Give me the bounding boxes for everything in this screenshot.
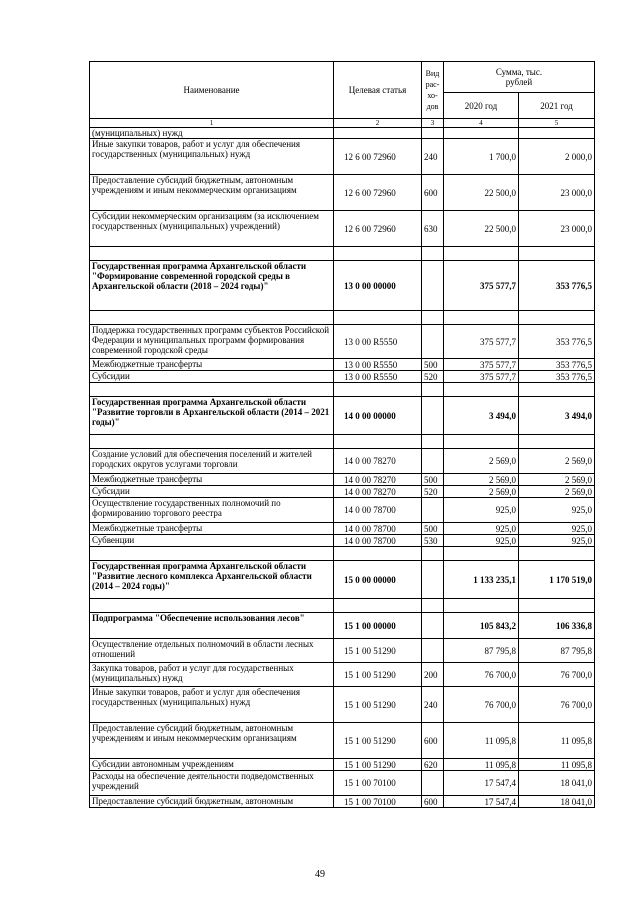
row-name: Осуществление отдельных полномочий в области лесных отношений <box>90 639 334 663</box>
row-amount-2020: 2 569,0 <box>444 474 519 486</box>
row-expense-kind <box>422 771 444 796</box>
header-2020: 2020 год <box>444 93 519 119</box>
row-expense-kind <box>422 547 444 561</box>
row-target-code: 15 1 00 00000 <box>334 613 422 639</box>
row-expense-kind: 520 <box>422 486 444 498</box>
row-amount-2021: 76 700,0 <box>519 687 595 723</box>
row-amount-2021 <box>519 128 595 139</box>
table-row <box>90 599 595 613</box>
row-target-code: 12 6 00 72960 <box>334 139 422 175</box>
row-amount-2020: 1 700,0 <box>444 139 519 175</box>
row-expense-kind <box>422 599 444 613</box>
row-name: Закупка товаров, работ и услуг для государственных (муниципальных) нужд <box>90 663 334 687</box>
table-row <box>90 311 595 325</box>
row-target-code: 15 1 00 51290 <box>334 759 422 771</box>
row-target-code <box>334 599 422 613</box>
row-amount-2020: 11 095,8 <box>444 723 519 759</box>
row-expense-kind: 530 <box>422 535 444 547</box>
row-amount-2020 <box>444 247 519 261</box>
row-expense-kind <box>422 449 444 474</box>
header-sum: Сумма, тыс. рублей <box>444 62 595 93</box>
row-name: Субсидии некоммерческим организациям (за исключением государственных (муниципальных) учреждений) <box>90 211 334 247</box>
row-target-code: 15 1 00 51290 <box>334 663 422 687</box>
row-amount-2020: 375 577,7 <box>444 371 519 383</box>
row-expense-kind <box>422 613 444 639</box>
row-amount-2021: 18 041,0 <box>519 796 595 808</box>
table-row <box>90 547 595 561</box>
row-amount-2021: 2 569,0 <box>519 474 595 486</box>
header-2021: 2021 год <box>519 93 595 119</box>
table-row <box>90 759 595 771</box>
row-name: Предоставление субсидий бюджетным, автономным <box>90 796 334 808</box>
row-target-code: 13 0 00 R5550 <box>334 359 422 371</box>
row-target-code: 12 6 00 72960 <box>334 175 422 211</box>
table-row <box>90 498 595 523</box>
row-name <box>90 435 334 449</box>
table-row <box>90 723 595 759</box>
table-row <box>90 523 595 535</box>
row-amount-2020: 105 843,2 <box>444 613 519 639</box>
row-name: Субсидии <box>90 486 334 498</box>
table-row <box>90 435 595 449</box>
row-name: Подпрограмма "Обеспечение использования лесов" <box>90 613 334 639</box>
row-name: Поддержка государственных программ субъектов Российской Федерации и муниципальных программ формирования современной городской среды <box>90 325 334 359</box>
row-name: Субвенции <box>90 535 334 547</box>
row-target-code: 15 0 00 00000 <box>334 561 422 599</box>
table-row <box>90 474 595 486</box>
row-amount-2021: 353 776,5 <box>519 325 595 359</box>
table-row <box>90 247 595 261</box>
row-amount-2021: 11 095,8 <box>519 723 595 759</box>
row-amount-2021: 76 700,0 <box>519 663 595 687</box>
row-amount-2020 <box>444 128 519 139</box>
row-name <box>90 547 334 561</box>
row-amount-2020: 2 569,0 <box>444 449 519 474</box>
row-expense-kind: 600 <box>422 723 444 759</box>
row-amount-2021: 2 569,0 <box>519 449 595 474</box>
row-amount-2020: 3 494,0 <box>444 397 519 435</box>
row-amount-2020: 76 700,0 <box>444 663 519 687</box>
row-amount-2020: 76 700,0 <box>444 687 519 723</box>
row-name: Создание условий для обеспечения поселений и жителей городских округов услугами торговли <box>90 449 334 474</box>
header-num-1: 1 <box>90 119 334 128</box>
row-name: Государственная программа Архангельской области "Развитие лесного комплекса Архангельской области (2014 – 2024 годы)" <box>90 561 334 599</box>
table-row <box>90 211 595 247</box>
row-name <box>90 311 334 325</box>
row-expense-kind: 630 <box>422 211 444 247</box>
header-num-2: 2 <box>334 119 422 128</box>
row-target-code: 15 1 00 70100 <box>334 771 422 796</box>
row-amount-2020: 375 577,7 <box>444 325 519 359</box>
row-amount-2020: 1 133 235,1 <box>444 561 519 599</box>
row-amount-2020: 17 547,4 <box>444 796 519 808</box>
header-name: Наименование <box>90 62 334 119</box>
row-name <box>90 247 334 261</box>
table-row <box>90 359 595 371</box>
row-amount-2020: 925,0 <box>444 498 519 523</box>
row-amount-2021: 353 776,5 <box>519 359 595 371</box>
row-name: Предоставление субсидий бюджетным, автономным учреждениям и иным некоммерческим организациям <box>90 723 334 759</box>
row-name: Межбюджетные трансферты <box>90 523 334 535</box>
row-expense-kind: 600 <box>422 175 444 211</box>
row-expense-kind: 240 <box>422 139 444 175</box>
row-target-code: 15 1 00 51290 <box>334 639 422 663</box>
row-amount-2020: 375 577,7 <box>444 359 519 371</box>
row-amount-2021: 18 041,0 <box>519 771 595 796</box>
row-expense-kind <box>422 247 444 261</box>
row-expense-kind: 500 <box>422 359 444 371</box>
row-amount-2021 <box>519 383 595 397</box>
row-amount-2020 <box>444 547 519 561</box>
row-amount-2021 <box>519 547 595 561</box>
row-expense-kind: 500 <box>422 523 444 535</box>
row-target-code: 14 0 00 78700 <box>334 523 422 535</box>
table-row <box>90 175 595 211</box>
row-target-code: 15 1 00 51290 <box>334 723 422 759</box>
row-target-code <box>334 383 422 397</box>
row-amount-2021: 925,0 <box>519 535 595 547</box>
row-amount-2021: 925,0 <box>519 523 595 535</box>
row-expense-kind <box>422 561 444 599</box>
row-target-code: 14 0 00 78700 <box>334 535 422 547</box>
row-amount-2020: 925,0 <box>444 535 519 547</box>
row-amount-2021: 2 569,0 <box>519 486 595 498</box>
row-name: Иные закупки товаров, работ и услуг для обеспечения государственных (муниципальных) нужд <box>90 139 334 175</box>
row-amount-2021: 23 000,0 <box>519 211 595 247</box>
row-amount-2021: 353 776,5 <box>519 371 595 383</box>
table-row <box>90 383 595 397</box>
header-kind: Вид рас-хо-дов <box>422 62 444 119</box>
row-amount-2020 <box>444 383 519 397</box>
table-row <box>90 613 595 639</box>
row-name: Межбюджетные трансферты <box>90 359 334 371</box>
table-row <box>90 561 595 599</box>
row-amount-2021 <box>519 311 595 325</box>
row-expense-kind: 620 <box>422 759 444 771</box>
row-target-code: 15 1 00 70100 <box>334 796 422 808</box>
row-expense-kind: 520 <box>422 371 444 383</box>
row-target-code: 13 0 00 R5550 <box>334 325 422 359</box>
row-expense-kind: 600 <box>422 796 444 808</box>
row-name: (муниципальных) нужд <box>90 128 334 139</box>
row-name: Субсидии автономным учреждениям <box>90 759 334 771</box>
table-row <box>90 261 595 311</box>
row-expense-kind <box>422 435 444 449</box>
row-name <box>90 599 334 613</box>
row-expense-kind <box>422 128 444 139</box>
row-name: Межбюджетные трансферты <box>90 474 334 486</box>
row-amount-2021: 925,0 <box>519 498 595 523</box>
row-amount-2021: 353 776,5 <box>519 261 595 311</box>
row-amount-2021 <box>519 247 595 261</box>
row-target-code <box>334 311 422 325</box>
table-row <box>90 128 595 139</box>
row-amount-2021: 106 336,8 <box>519 613 595 639</box>
row-target-code <box>334 435 422 449</box>
table-row <box>90 796 595 808</box>
header-code: Целевая статья <box>334 62 422 119</box>
row-target-code: 13 0 00 R5550 <box>334 371 422 383</box>
row-target-code: 13 0 00 00000 <box>334 261 422 311</box>
row-target-code: 14 0 00 78270 <box>334 486 422 498</box>
row-amount-2021: 87 795,8 <box>519 639 595 663</box>
table-row <box>90 687 595 723</box>
row-amount-2021: 3 494,0 <box>519 397 595 435</box>
table-row <box>90 139 595 175</box>
row-target-code <box>334 128 422 139</box>
header-num-5: 5 <box>519 119 595 128</box>
row-expense-kind <box>422 498 444 523</box>
row-amount-2020 <box>444 599 519 613</box>
row-target-code <box>334 247 422 261</box>
row-expense-kind: 200 <box>422 663 444 687</box>
table-row <box>90 663 595 687</box>
budget-table <box>89 61 595 808</box>
row-amount-2020: 17 547,4 <box>444 771 519 796</box>
row-expense-kind <box>422 397 444 435</box>
row-amount-2021: 1 170 519,0 <box>519 561 595 599</box>
row-target-code: 14 0 00 78700 <box>334 498 422 523</box>
row-name: Осуществление государственных полномочий по формированию торгового реестра <box>90 498 334 523</box>
header-num-3: 3 <box>422 119 444 128</box>
table-row <box>90 397 595 435</box>
row-target-code: 14 0 00 78270 <box>334 449 422 474</box>
row-name: Государственная программа Архангельской области "Развитие торговли в Архангельской области (2014 – 2021 годы)" <box>90 397 334 435</box>
row-expense-kind <box>422 311 444 325</box>
row-name: Государственная программа Архангельской области "Формирование современной городской среды в Архангельской области (2018 – 2024 годы)" <box>90 261 334 311</box>
table-row <box>90 449 595 474</box>
row-amount-2020: 2 569,0 <box>444 486 519 498</box>
row-target-code: 15 1 00 51290 <box>334 687 422 723</box>
row-amount-2020: 22 500,0 <box>444 175 519 211</box>
row-name: Иные закупки товаров, работ и услуг для обеспечения государственных (муниципальных) нужд <box>90 687 334 723</box>
row-name: Расходы на обеспечение деятельности подведомственных учреждений <box>90 771 334 796</box>
header-num-4: 4 <box>444 119 519 128</box>
page-number: 49 <box>315 869 325 880</box>
row-amount-2021: 11 095,8 <box>519 759 595 771</box>
row-name: Предоставление субсидий бюджетным, автономным учреждениям и иным некоммерческим организациям <box>90 175 334 211</box>
row-amount-2020: 87 795,8 <box>444 639 519 663</box>
row-amount-2020: 375 577,7 <box>444 261 519 311</box>
table-row <box>90 771 595 796</box>
table-row <box>90 371 595 383</box>
row-amount-2020 <box>444 435 519 449</box>
row-expense-kind <box>422 383 444 397</box>
row-amount-2021 <box>519 435 595 449</box>
row-expense-kind: 240 <box>422 687 444 723</box>
row-target-code: 14 0 00 00000 <box>334 397 422 435</box>
row-expense-kind <box>422 261 444 311</box>
row-amount-2021: 23 000,0 <box>519 175 595 211</box>
row-expense-kind: 500 <box>422 474 444 486</box>
row-target-code <box>334 547 422 561</box>
row-expense-kind <box>422 325 444 359</box>
row-amount-2020: 11 095,8 <box>444 759 519 771</box>
row-amount-2020: 22 500,0 <box>444 211 519 247</box>
row-expense-kind <box>422 639 444 663</box>
table-row <box>90 486 595 498</box>
row-name: Субсидии <box>90 371 334 383</box>
table-row <box>90 639 595 663</box>
table-row <box>90 325 595 359</box>
row-amount-2020 <box>444 311 519 325</box>
row-amount-2021: 2 000,0 <box>519 139 595 175</box>
row-amount-2020: 925,0 <box>444 523 519 535</box>
row-target-code: 14 0 00 78270 <box>334 474 422 486</box>
table-row <box>90 535 595 547</box>
row-amount-2021 <box>519 599 595 613</box>
row-target-code: 12 6 00 72960 <box>334 211 422 247</box>
row-name <box>90 383 334 397</box>
